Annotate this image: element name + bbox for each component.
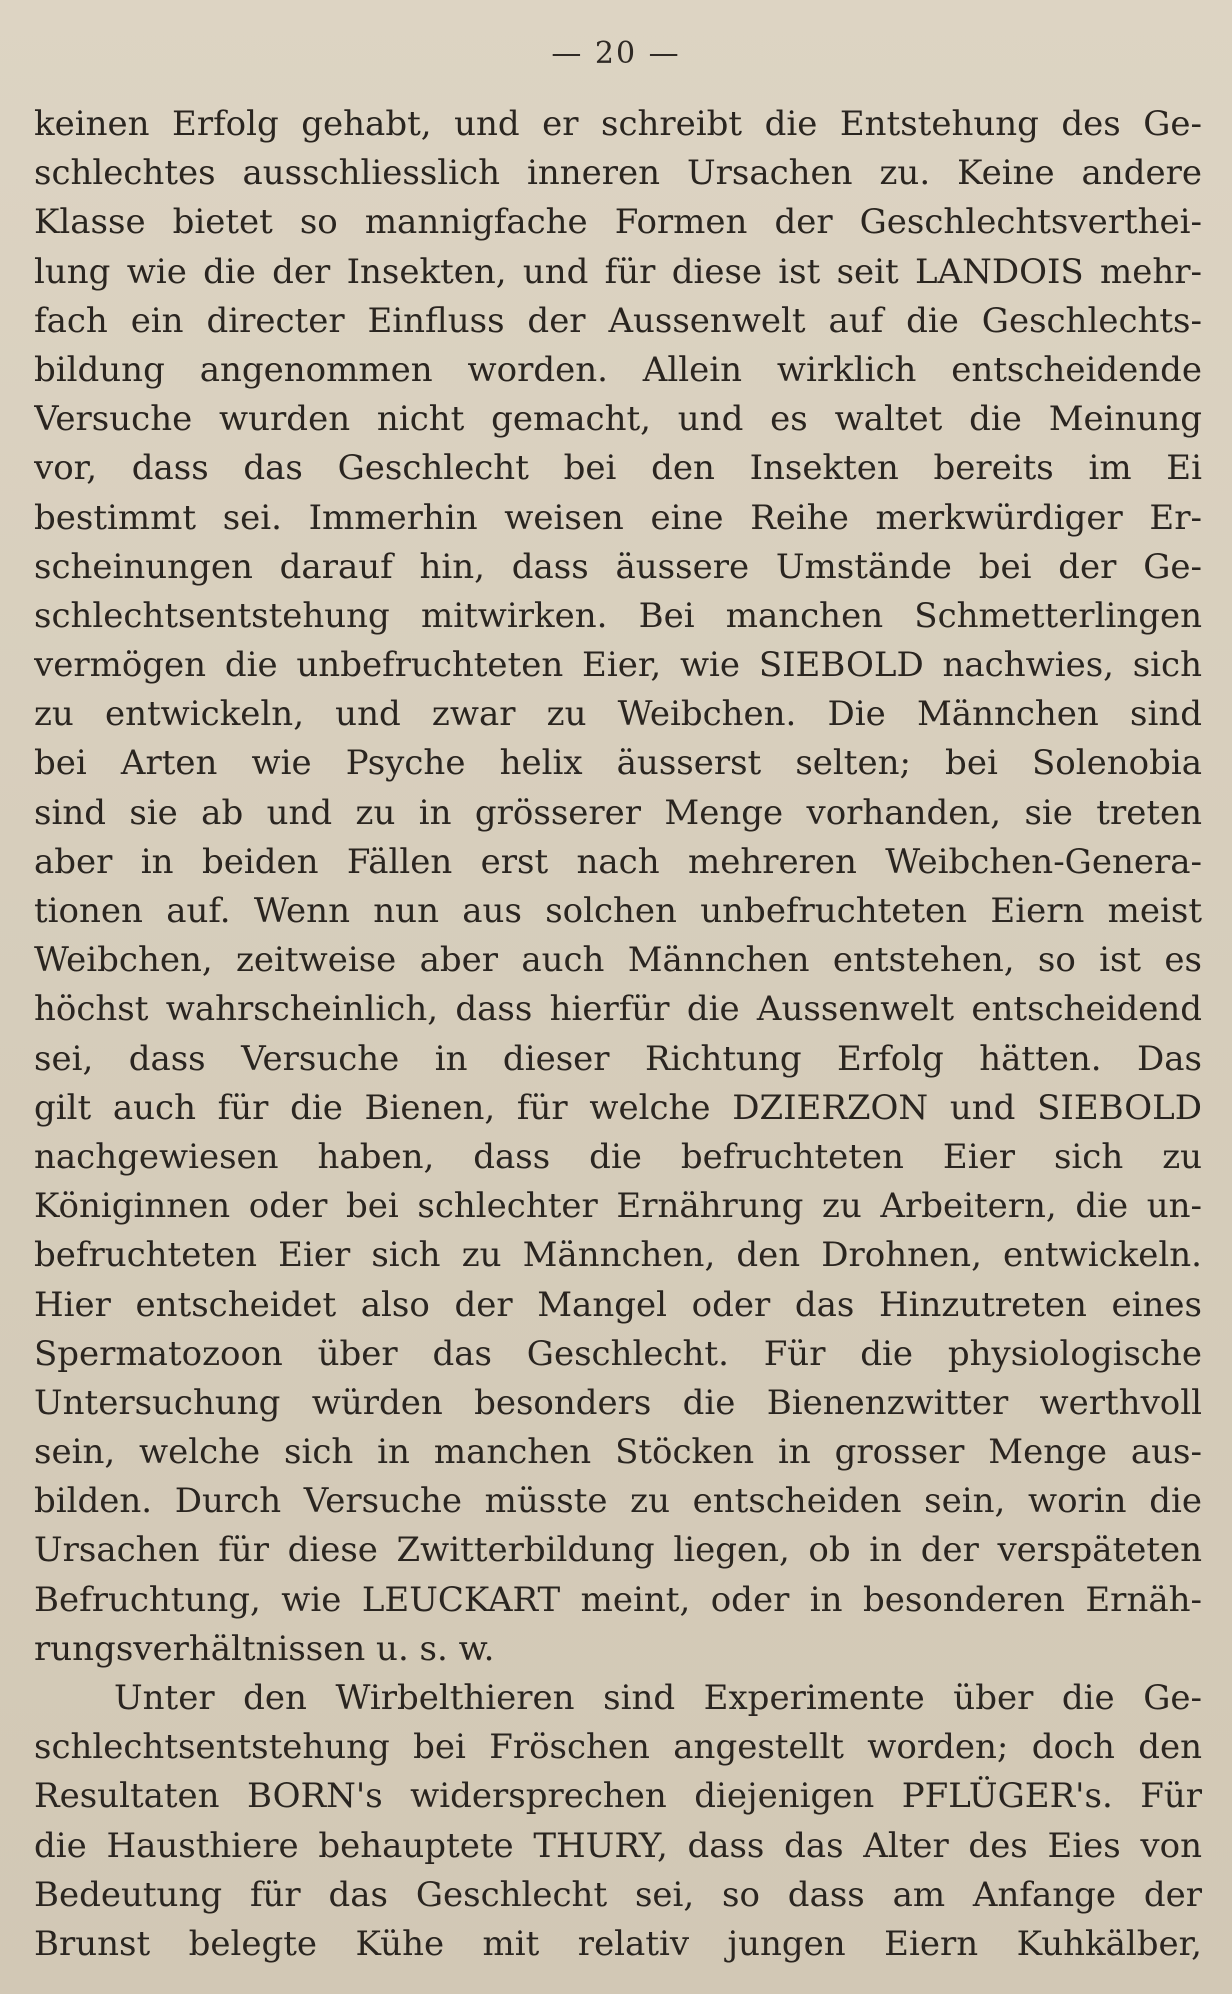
text-line: schlechtes ausschliesslich inneren Ursachen zu. Keine andere	[34, 153, 1202, 194]
text-line: tionen auf. Wenn nun aus solchen unbefruchteten Eiern meist	[34, 891, 1202, 931]
text-line: bilden. Durch Versuche müsste zu entscheiden sein, worin die	[34, 1481, 1202, 1522]
text-line: fach ein directer Einfluss der Aussenwelt auf die Geschlechts-	[34, 300, 1202, 341]
text-line: Resultaten BORN's widersprechen diejenigen PFLÜGER's. Für	[34, 1776, 1202, 1817]
paragraph-start-line: Unter den Wirbelthieren sind Experimente über die Ge-	[114, 1678, 1202, 1718]
text-line: bei Arten wie Psyche helix äusserst selten; bei Solenobia	[34, 743, 1202, 784]
text-line: Spermatozoon über das Geschlecht. Für die physiologische	[34, 1333, 1202, 1374]
text-line: Ursachen für diese Zwitterbildung liegen, ob in der verspäteten	[34, 1530, 1202, 1571]
text-line: Brunst belegte Kühe mit relativ jungen Eiern Kuhkälber,	[34, 1923, 1202, 1964]
text-line: bildung angenommen worden. Allein wirklich entscheidende	[34, 349, 1202, 390]
text-line: gilt auch für die Bienen, für welche DZIERZON und SIEBOLD	[34, 1087, 1202, 1128]
text-line: Versuche wurden nicht gemacht, und es waltet die Meinung	[34, 399, 1202, 440]
text-line: Königinnen oder bei schlechter Ernährung zu Arbeitern, die un-	[34, 1186, 1202, 1227]
text-line: lung wie die der Insekten, und für diese ist seit LANDOIS mehr-	[34, 251, 1202, 292]
text-line: schlechtsentstehung mitwirken. Bei manchen Schmetterlingen	[34, 595, 1202, 636]
text-line: bestimmt sei. Immerhin weisen eine Reihe merkwürdiger Er-	[34, 497, 1202, 538]
text-line: die Hausthiere behauptete THURY, dass das Alter des Eies von	[34, 1825, 1202, 1866]
text-line: sei, dass Versuche in dieser Richtung Erfolg hätten. Das	[34, 1038, 1202, 1079]
text-line: scheinungen darauf hin, dass äussere Umstände bei der Ge-	[34, 546, 1202, 587]
text-line: nachgewiesen haben, dass die befruchteten Eier sich zu	[34, 1136, 1202, 1177]
text-line: höchst wahrscheinlich, dass hierfür die Aussenwelt entscheidend	[34, 989, 1202, 1030]
text-line: keinen Erfolg gehabt, und er schreibt die Entstehung des Ge-	[34, 104, 1202, 144]
text-line: Bedeutung für das Geschlecht sei, so dass am Anfange der	[34, 1874, 1202, 1915]
text-line: sein, welche sich in manchen Stöcken in grosser Menge aus-	[34, 1432, 1202, 1473]
text-line: Untersuchung würden besonders die Bienenzwitter werthvoll	[34, 1382, 1202, 1423]
text-line: aber in beiden Fällen erst nach mehreren Weibchen-Genera-	[34, 841, 1202, 882]
text-line: Hier entscheidet also der Mangel oder das Hinzutreten eines	[34, 1284, 1202, 1325]
page-number: — 20 —	[551, 36, 681, 71]
text-line: zu entwickeln, und zwar zu Weibchen. Die Männchen sind	[34, 694, 1202, 735]
text-line: vermögen die unbefruchteten Eier, wie SIEBOLD nachwies, sich	[34, 645, 1202, 686]
text-line: vor, dass das Geschlecht bei den Insekten bereits im Ei	[34, 448, 1202, 489]
text-line: Klasse bietet so mannigfache Formen der Geschlechtsverthei-	[34, 202, 1202, 243]
body-text	[34, 100, 1202, 1969]
text-line: befruchteten Eier sich zu Männchen, den Drohnen, entwickeln.	[34, 1235, 1202, 1276]
text-line: schlechtsentstehung bei Fröschen angestellt worden; doch den	[34, 1727, 1202, 1768]
text-line: Befruchtung, wie LEUCKART meint, oder in besonderen Ernäh-	[34, 1579, 1202, 1620]
paragraph-end-line: rungsverhältnissen u. s. w.	[34, 1628, 495, 1669]
text-line: Weibchen, zeitweise aber auch Männchen entstehen, so ist es	[34, 940, 1202, 981]
text-line: sind sie ab und zu in grösserer Menge vorhanden, sie treten	[34, 792, 1202, 833]
